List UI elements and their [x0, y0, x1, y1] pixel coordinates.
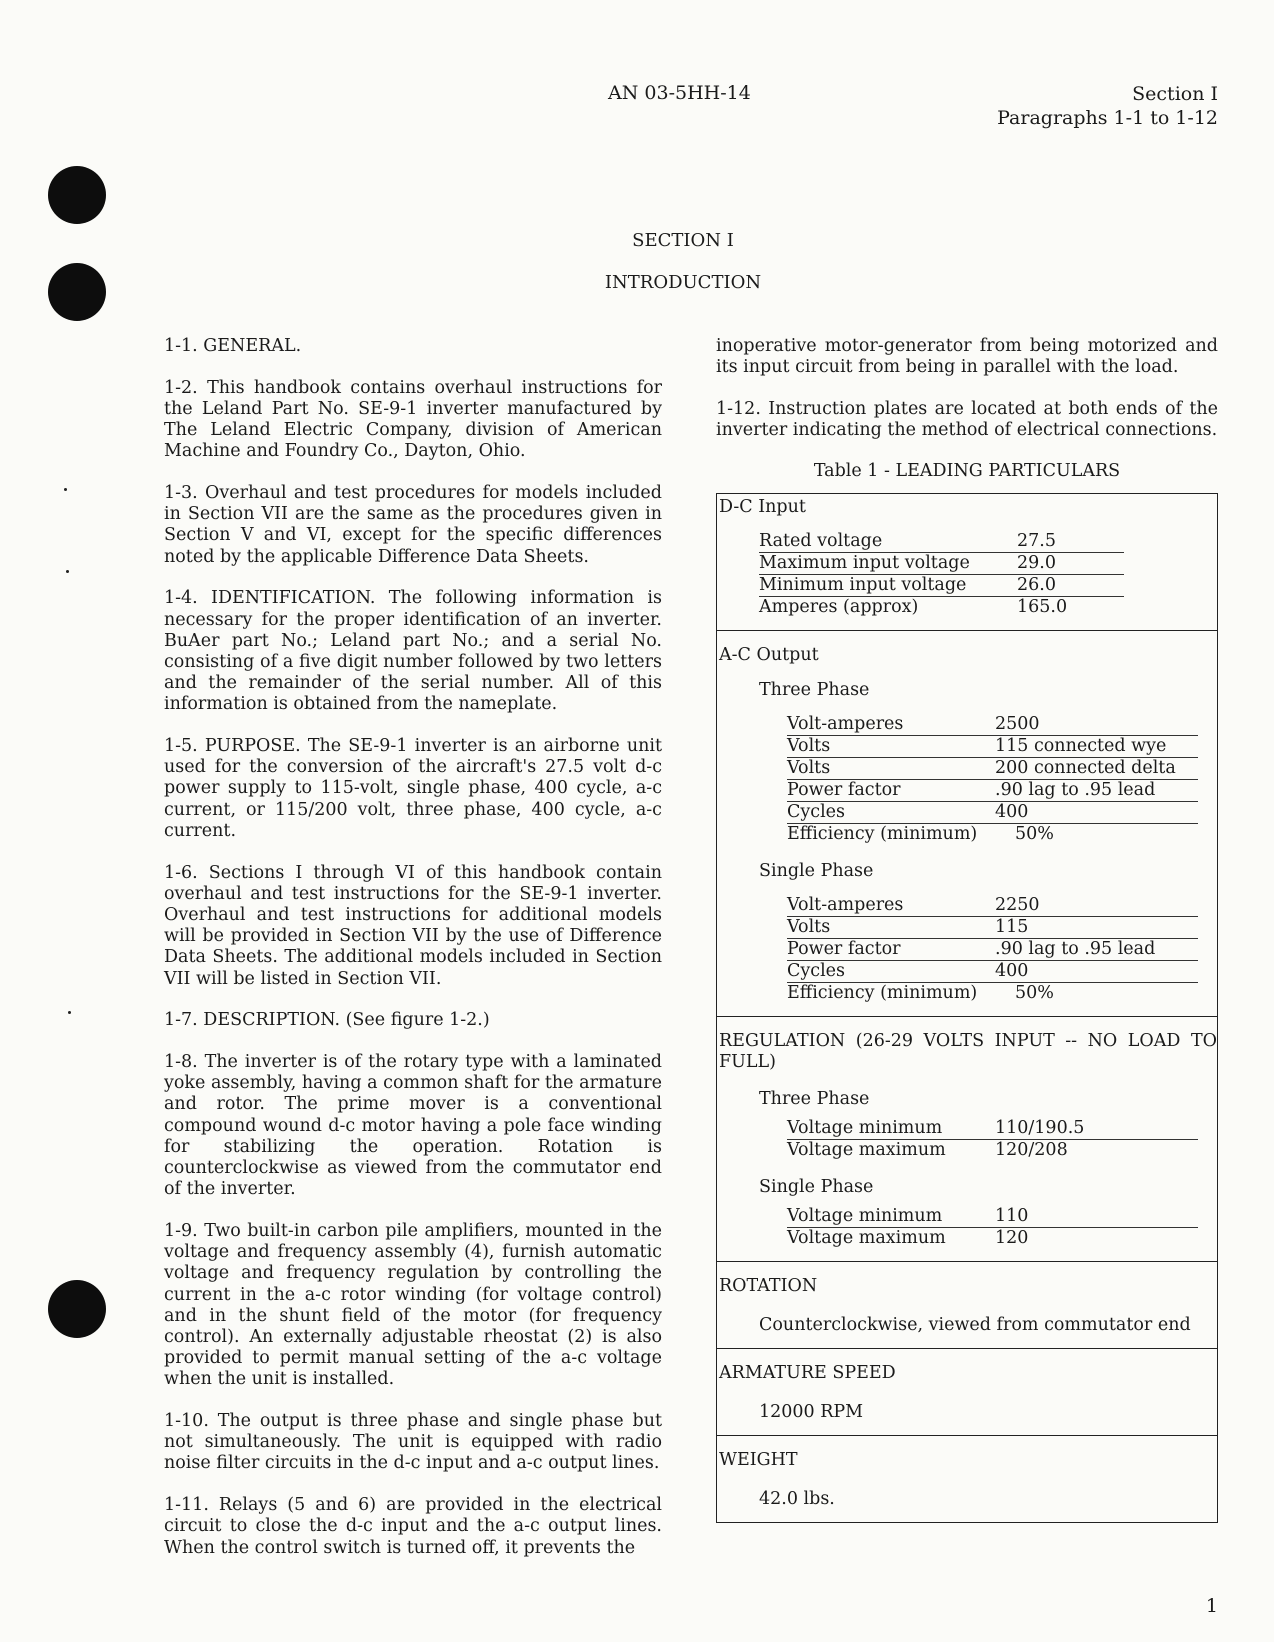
- dc-input-rows: [759, 530, 1068, 618]
- paragraph-1-7: 1-7. DESCRIPTION. (See figure 1-2.): [164, 1010, 490, 1031]
- row-label: Voltage maximum: [787, 1227, 946, 1248]
- row-value: 2500: [995, 713, 1040, 734]
- table-row: [759, 531, 1124, 553]
- table-row: [787, 1228, 1198, 1249]
- paragraph-1-11-continued: inoperative motor-generator from being motorized and its input circuit from being in parallel with the load.: [716, 336, 1218, 378]
- row-label: Power factor: [787, 938, 901, 959]
- paragraph-1-6: 1-6. Sections I through VI of this handbook contain overhaul and test instructions for the SE-9-1 inverter. Overhaul and test instructions for additional models will be provided in Section VII by the use of Difference Data Sheets. The additional models included in Section VII will be listed in Section VII.: [164, 862, 662, 989]
- table-row: [787, 736, 1198, 758]
- row-value: 120/208: [995, 1139, 1068, 1160]
- row-value: 50%: [1015, 982, 1054, 1003]
- table-row: [787, 1140, 1198, 1161]
- row-value: 120: [995, 1227, 1029, 1248]
- binder-hole-top: [48, 166, 106, 224]
- row-label: Efficiency (minimum): [787, 982, 978, 1003]
- paragraph-1-4: 1-4. IDENTIFICATION. The following information is necessary for the proper identification of an inverter. BuAer part No.; Leland part No.; and a serial No. consisting of a five digit number followed by two letters and the remainder of the serial number. All of this information is obtained from the nameplate.: [164, 588, 662, 715]
- row-value: 29.0: [1017, 552, 1056, 573]
- rotation-heading: ROTATION: [719, 1275, 818, 1296]
- weight-block: [717, 1436, 1217, 1522]
- row-value: 115 connected wye: [995, 735, 1167, 756]
- table-row: [787, 780, 1198, 802]
- table-row: [787, 758, 1198, 780]
- row-label: Volts: [787, 757, 831, 778]
- paragraph-1-1: 1-1. GENERAL.: [164, 336, 302, 356]
- regulation-single-phase-rows: [787, 1206, 1217, 1249]
- row-value: 400: [995, 801, 1029, 822]
- weight-heading: WEIGHT: [719, 1449, 798, 1470]
- row-label: Rated voltage: [759, 530, 883, 551]
- binder-hole-bottom: [48, 1280, 106, 1338]
- scan-speck: [64, 488, 67, 491]
- single-phase-heading: Single Phase: [759, 860, 874, 881]
- ac-output-block: [717, 631, 1217, 1017]
- regulation-heading: REGULATION (26-29 VOLTS INPUT -- NO LOAD TO FULL): [719, 1030, 1217, 1072]
- table-row: [787, 802, 1198, 824]
- armature-speed-block: [717, 1349, 1217, 1436]
- paragraph-1-2: 1-2. This handbook contains overhaul instructions for the Leland Part No. SE-9-1 inverter manufactured by The Leland Electric Company, division of American Machine and Foundry Co., Dayton, Ohio.: [164, 377, 662, 462]
- scan-speck: [66, 570, 69, 573]
- table-title: Table 1 - LEADING PARTICULARS: [813, 461, 1121, 482]
- section-reference: [997, 82, 1218, 130]
- paragraphs-range: Paragraphs 1-1 to 1-12: [997, 107, 1218, 129]
- section-subtitle: INTRODUCTION: [604, 272, 762, 293]
- row-value: 110/190.5: [995, 1117, 1085, 1138]
- row-label: Voltage minimum: [787, 1205, 943, 1226]
- table-row: [787, 917, 1198, 939]
- table-row: [759, 553, 1124, 575]
- leading-particulars-table: [716, 493, 1218, 1523]
- row-label: Voltage maximum: [787, 1139, 946, 1160]
- row-label: Maximum input voltage: [759, 552, 970, 573]
- row-value: 165.0: [1017, 596, 1068, 617]
- row-label: Cycles: [787, 801, 846, 822]
- page-number: 1: [1205, 1595, 1218, 1617]
- dc-input-block: [717, 494, 1217, 631]
- ac-output-heading: A-C Output: [719, 644, 819, 665]
- table-row: [759, 597, 1124, 618]
- row-label: Volts: [787, 916, 831, 937]
- rotation-value: Counterclockwise, viewed from commutator end: [759, 1314, 1191, 1335]
- row-label: Volts: [787, 735, 831, 756]
- three-phase-rows: [787, 714, 1217, 845]
- rotation-block: [717, 1262, 1217, 1349]
- paragraph-1-8: 1-8. The inverter is of the rotary type with a laminated yoke assembly, having a common shaft for the armature and rotor. The prime mover is a conventional compound wound d-c motor having a pole face winding for stabilizing the operation. Rotation is counterclockwise as viewed from the commutator end of the inverter.: [164, 1051, 662, 1200]
- table-row: [787, 714, 1198, 736]
- paragraph-1-11: 1-11. Relays (5 and 6) are provided in the electrical circuit to close the d-c input and the a-c output lines. When the control switch is turned off, it prevents the: [164, 1495, 662, 1558]
- row-label: Volt-amperes: [787, 713, 904, 734]
- armature-speed-value: 12000 RPM: [759, 1401, 864, 1422]
- row-value: 200 connected delta: [995, 757, 1176, 778]
- table-row: [787, 895, 1198, 917]
- row-value: 50%: [1015, 823, 1054, 844]
- left-column: [164, 336, 662, 1559]
- paragraph-1-12: 1-12. Instruction plates are located at both ends of the inverter indicating the method of electrical connections.: [716, 398, 1218, 441]
- paragraph-1-3: 1-3. Overhaul and test procedures for models included in Section VII are the same as the procedures given in Section V and VI, except for the specific differences noted by the applicable Difference Data Sheets.: [164, 483, 662, 567]
- paragraph-1-9: 1-9. Two built-in carbon pile amplifiers, mounted in the voltage and frequency assembly (4), furnish automatic voltage and frequency regulation by controlling the current in the a-c rotor winding (for voltage control) and in the shunt field of the motor (for frequency control). An externally adjustable rheostat (2) is also provided to permit manual setting of the a-c voltage when the unit is installed.: [164, 1220, 662, 1390]
- single-phase-rows: [787, 895, 1217, 1004]
- right-column: [716, 336, 1218, 1523]
- row-label: Cycles: [787, 960, 846, 981]
- row-label: Minimum input voltage: [759, 574, 967, 595]
- row-label: Voltage minimum: [787, 1117, 943, 1138]
- row-value: 26.0: [1017, 574, 1056, 595]
- row-value: .90 lag to .95 lead: [995, 938, 1156, 959]
- dc-input-heading: D-C Input: [719, 496, 806, 517]
- table-row: [787, 939, 1198, 961]
- table-row: [787, 1206, 1198, 1228]
- row-value: .90 lag to .95 lead: [995, 779, 1156, 800]
- row-value: 110: [995, 1205, 1029, 1226]
- row-label: Power factor: [787, 779, 901, 800]
- row-label: Volt-amperes: [787, 894, 904, 915]
- regulation-three-phase-heading: Three Phase: [759, 1088, 870, 1109]
- regulation-three-phase-rows: [787, 1118, 1217, 1161]
- row-label: Amperes (approx): [759, 596, 919, 617]
- regulation-block: [717, 1017, 1217, 1262]
- document-number: AN 03-5HH-14: [608, 82, 751, 104]
- paragraph-1-10: 1-10. The output is three phase and single phase but not simultaneously. The unit is equipped with radio noise filter circuits in the d-c input and a-c output lines.: [164, 1411, 662, 1474]
- row-label: Efficiency (minimum): [787, 823, 978, 844]
- row-value: 27.5: [1017, 530, 1056, 551]
- table-row: [787, 824, 1198, 845]
- regulation-single-phase-heading: Single Phase: [759, 1176, 874, 1197]
- table-row: [787, 983, 1198, 1004]
- armature-speed-heading: ARMATURE SPEED: [719, 1362, 896, 1383]
- row-value: 400: [995, 960, 1029, 981]
- weight-value: 42.0 lbs.: [759, 1488, 835, 1509]
- row-value: 2250: [995, 894, 1040, 915]
- section-label: Section I: [1132, 83, 1218, 105]
- row-value: 115: [995, 916, 1029, 937]
- table-row: [759, 575, 1124, 597]
- scan-speck: [68, 1011, 71, 1014]
- three-phase-heading: Three Phase: [759, 679, 870, 700]
- section-title: SECTION I: [632, 230, 734, 251]
- table-row: [787, 961, 1198, 983]
- paragraph-1-5: 1-5. PURPOSE. The SE-9-1 inverter is an airborne unit used for the conversion of the aircraft's 27.5 volt d-c power supply to 115-volt, single phase, 400 cycle, a-c current, or 115/200 volt, three phase, 400 cycle, a-c current.: [164, 736, 662, 841]
- table-row: [787, 1118, 1198, 1140]
